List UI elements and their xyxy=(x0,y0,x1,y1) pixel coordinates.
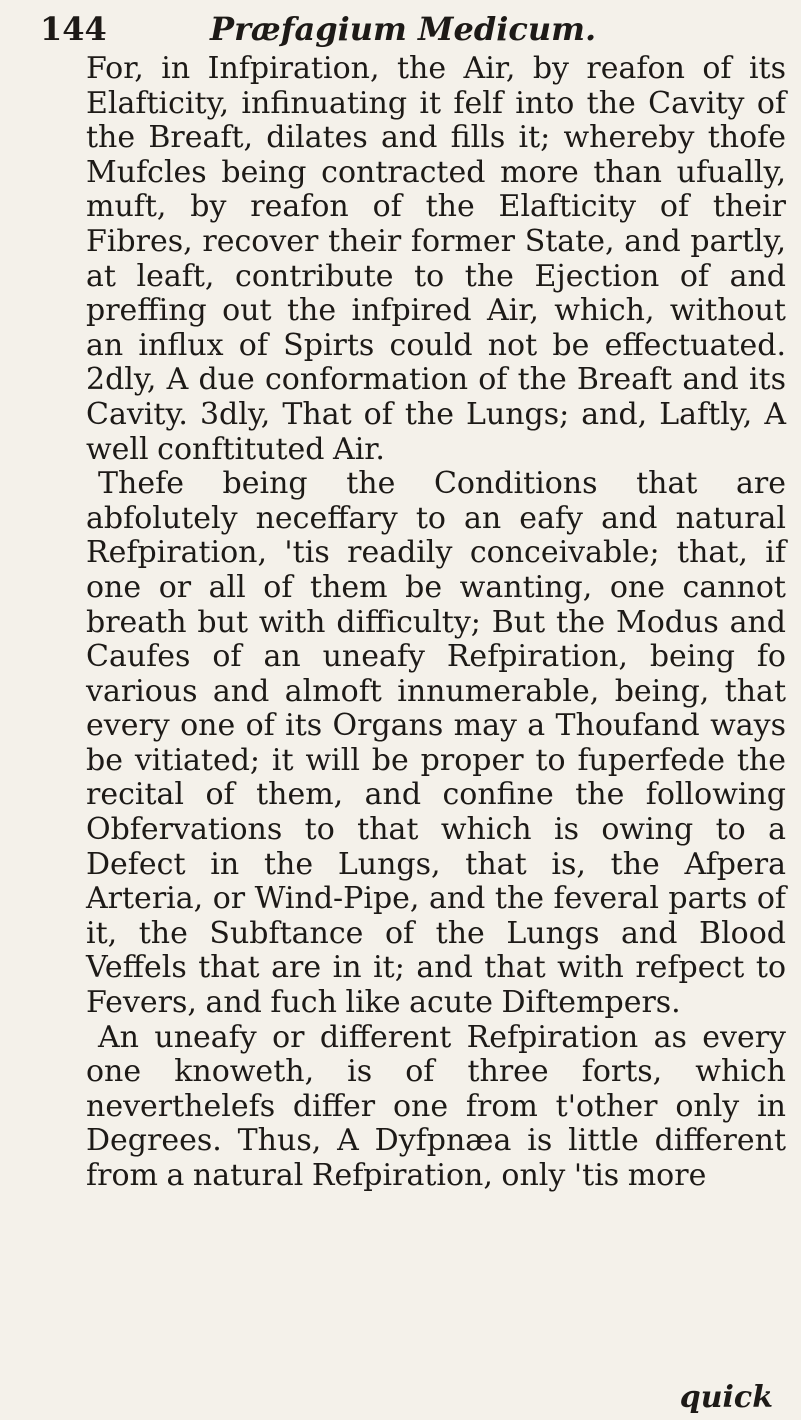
paragraph-2: Thefe being the Conditions that are abfolutely neceffary to an eafy and natural Refpiration, 'tis readily conceivable; that, if one or all of them be wanting, one cannot breath but with difficulty; But the Modus and Caufes of an uneafy Refpiration, being fo various and almoft innumerable, being, that every one of its Organs may a Thoufand ways be vitiated; it will be proper to fuperfede the recital of them, and confine the following Obfervations to that which is owing to a Defect in the Lungs, that is, the Afpera Arteria, or Wind-Pipe, and the feveral parts of it, the Subftance of the Lungs and Blood Veffels that are in it; and that with refpect to Fevers, and fuch like acute Diftempers. xyxy=(86,466,786,1021)
paragraph-1: For, in Infpiration, the Air, by reafon of its Elafticity, infinuating it felf into the Cavity of the Breaft, dilates and fills it; whereby thofe Mufcles being contracted more than ufually, muft, by reafon of the Elafticity of their Fibres, recover their former State, and partly, at leaft, contribute to the Ejection of and preffing out the infpired Air, which, without an influx of Spirts could not be effectuated. 2dly, A due conformation of the Breaft and its Cavity. 3dly, That of the Lungs; and, Laftly, A well conftituted Air. xyxy=(86,51,786,467)
page-number: 144 xyxy=(40,10,107,48)
paragraph-3: An uneafy or different Refpiration as every one knoweth, is of three forts, which neverthelefs differ one from t'other only in Degrees. Thus, A Dyfpnæa is little different from a natural Refpiration, only 'tis more xyxy=(86,1019,786,1193)
body-text xyxy=(86,52,786,1194)
catchword: quick xyxy=(679,1380,773,1415)
running-head: Præfagium Medicum. xyxy=(210,10,597,48)
page-header xyxy=(40,10,760,54)
